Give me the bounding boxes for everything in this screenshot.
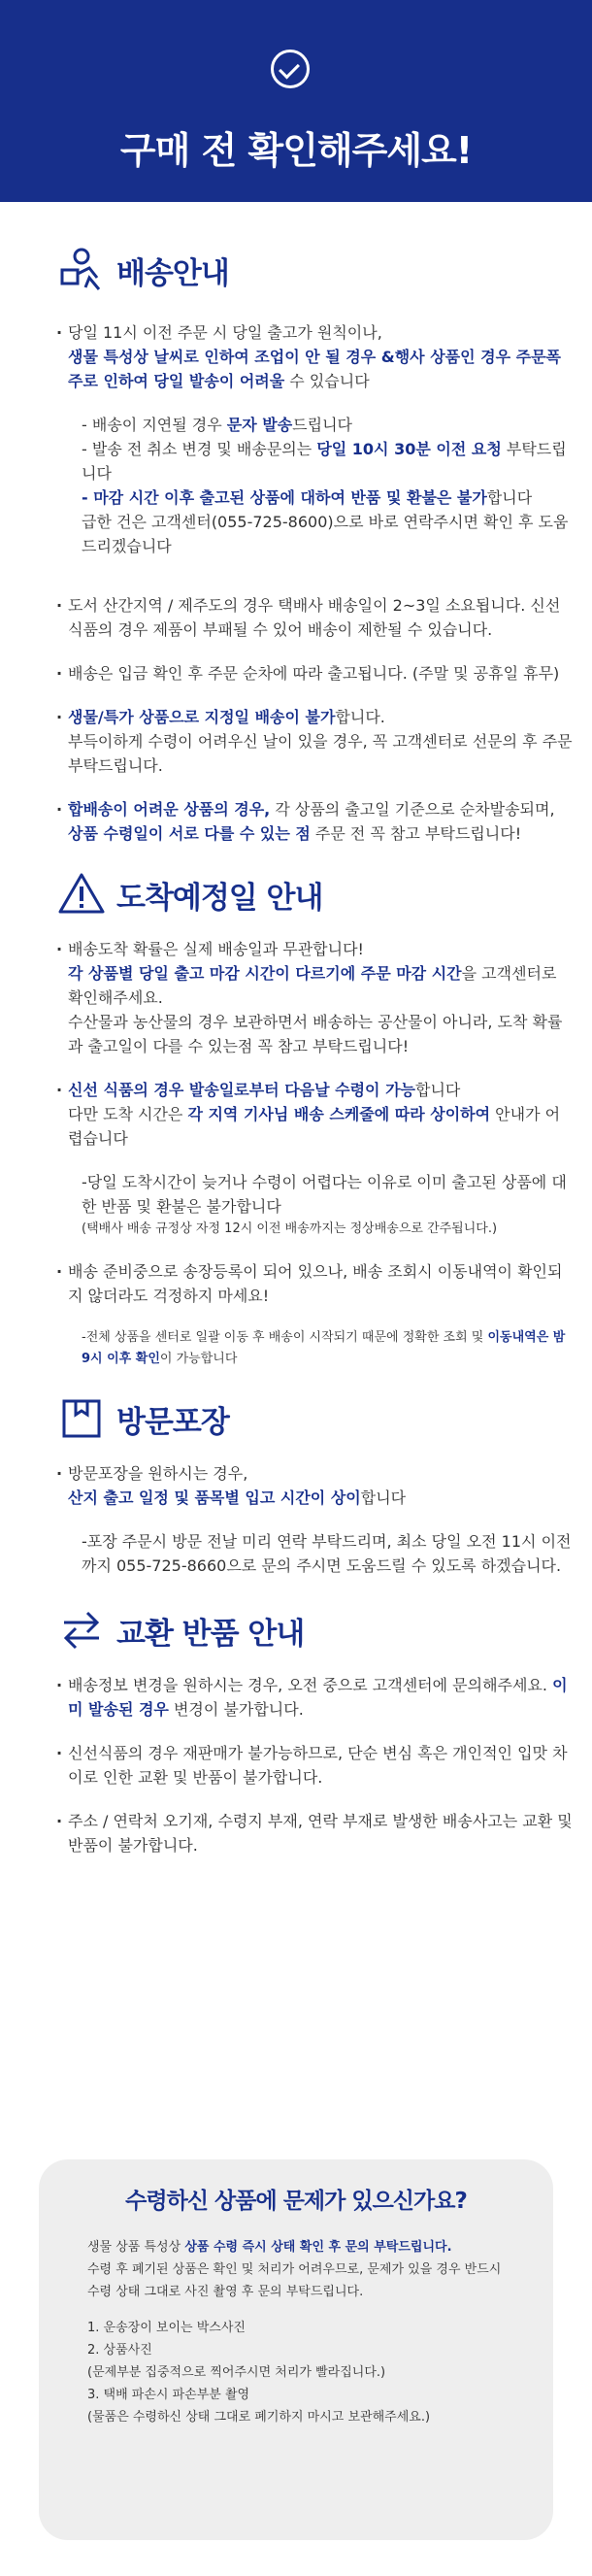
arrival-note-1-text: 배송도착 확률은 실제 배송일과 무관합니다! bbox=[68, 940, 364, 958]
problem-intro-text: 생물 상품 특성상 bbox=[87, 2240, 185, 2255]
visit-title: 방문포장 bbox=[116, 1404, 229, 1440]
exchange-note-3: · 주소 / 연락처 오기재, 수령지 부재, 연락 부재로 발생한 배송사고는 교환 및 반품이 불가합니다. bbox=[56, 1809, 573, 1857]
arrival-sub-1-note: (택배사 배송 규정상 자정 12시 이전 배송까지는 정상배송으로 간주됩니다.) bbox=[82, 1221, 498, 1236]
delivery-sub-2-text: - 발송 전 취소 변경 및 배송문의는 bbox=[82, 440, 317, 458]
delivery-note-1 bbox=[56, 320, 573, 393]
problem-intro bbox=[87, 2236, 516, 2303]
arrival-note-2-emphasis: 신선 식품의 경우 발송일로부터 다음날 수령이 가능 bbox=[68, 1081, 415, 1099]
delivery-note-4-text: 부득이하게 수령이 어려우신 날이 있을 경우, 꼭 고객센터로 선문의 후 주문 부탁드립니다. bbox=[68, 732, 573, 775]
arrival-note-2-emphasis-2: 각 지역 기사님 배송 스케줄에 따라 상이하여 bbox=[187, 1105, 491, 1123]
delivery-note-5-emphasis: 합배송이 어려운 상품의 경우, bbox=[68, 800, 271, 819]
check-circle-icon bbox=[271, 50, 310, 88]
delivery-person-icon bbox=[56, 245, 107, 295]
arrival-note-1 bbox=[56, 937, 573, 1058]
arrival-sub-2-tail: 이 가능합니다 bbox=[159, 1352, 238, 1366]
delivery-sub-2-emphasis: 당일 10시 30분 이전 요청 bbox=[316, 440, 502, 458]
problem-intro-emphasis: 상품 수령 즉시 상태 확인 후 문의 부탁드립니다. bbox=[184, 2240, 452, 2255]
arrival-note-2 bbox=[56, 1078, 573, 1151]
delivery-note-1-tail: 수 있습니다 bbox=[284, 372, 370, 390]
arrival-note-2-text: 다만 도착 시간은 bbox=[68, 1105, 188, 1123]
delivery-note-5 bbox=[56, 797, 573, 846]
arrival-sub-2-emphasis: 이동내역은 밤 9시 이후 확인 bbox=[82, 1330, 566, 1366]
delivery-note-2: · 도서 산간지역 / 제주도의 경우 택배사 배송일이 2~3일 소요됩니다. 신선식품의 경우 제품이 부패될 수 있어 배송이 제한될 수 있습니다. bbox=[56, 593, 573, 642]
box-icon bbox=[56, 1393, 107, 1444]
problem-body bbox=[87, 2236, 516, 2428]
delivery-sub-3-emphasis: - 마감 시간 이후 출고된 상품에 대하여 반품 및 환불은 불가 bbox=[82, 488, 487, 507]
problem-title: 수령하신 상품에 문제가 있으신가요? bbox=[125, 2189, 467, 2214]
delivery-note-4-tail: 합니다. bbox=[335, 708, 385, 726]
exchange-note-2: · 신선식품의 경우 재판매가 불가능하므로, 단순 변심 혹은 개인적인 입맛 차이로 인한 교환 및 반품이 불가합니다. bbox=[56, 1741, 573, 1790]
visit-note-1-emphasis: 산지 출고 일정 및 품목별 입고 시간이 상이 bbox=[68, 1489, 361, 1507]
delivery-note-4-emphasis: 생물/특가 상품으로 지정일 배송이 불가 bbox=[68, 708, 336, 726]
delivery-sub-1-text: - 배송이 지연될 경우 bbox=[82, 416, 227, 434]
delivery-note-5-emphasis-2: 상품 수령일이 서로 다를 수 있는 점 bbox=[68, 824, 311, 843]
delivery-header bbox=[56, 241, 592, 299]
delivery-sub-3 bbox=[64, 485, 573, 558]
warning-icon bbox=[56, 869, 107, 920]
delivery-note-5-tail: 주문 전 꼭 참고 부탁드립니다! bbox=[310, 824, 522, 843]
visit-header bbox=[56, 1389, 592, 1448]
arrival-note-1-detail: 수산물과 농산물의 경우 보관하면서 배송하는 공산물이 아니라, 도착 확률과 출고일이 다를 수 있는점 꼭 참고 부탁드립니다! bbox=[68, 1013, 563, 1055]
delivery-sub-1 bbox=[64, 413, 573, 437]
exchange-note-1-text: 배송정보 변경을 원하시는 경우, 오전 중으로 고객센터에 문의해주세요. bbox=[68, 1676, 553, 1694]
visit-section bbox=[0, 1389, 592, 1578]
arrival-note-2-tail: 합니다 bbox=[415, 1081, 461, 1099]
exchange-arrows-icon bbox=[56, 1605, 107, 1656]
arrival-note-3: · 배송 준비중으로 송장등록이 되어 있으나, 배송 조회시 이동내역이 확인되지 않더라도 걱정하지 마세요! bbox=[56, 1259, 573, 1308]
problem-item-2: 2. 상품사진 bbox=[87, 2343, 152, 2358]
delivery-sub-1-emphasis: 문자 발송 bbox=[226, 416, 293, 434]
delivery-sub-3-contact: 급한 건은 고객센터(055-725-8600)으로 바로 연락주시면 확인 후 도움드리겠습니다 bbox=[82, 513, 569, 555]
arrival-note-1-tail: 을 고객센터로 확인해주세요. bbox=[68, 964, 557, 1007]
arrival-sub-2-text: -전체 상품을 센터로 일괄 이동 후 배송이 시작되기 때문에 정확한 조회 및 bbox=[82, 1330, 488, 1345]
delivery-sub-1-tail: 드립니다 bbox=[292, 416, 352, 434]
arrival-title: 도착예정일 안내 bbox=[116, 880, 323, 916]
exchange-title: 교환 반품 안내 bbox=[116, 1616, 305, 1652]
problem-item-3-note: (물품은 수령하신 상태 그대로 폐기하지 마시고 보관해주세요.) bbox=[87, 2410, 431, 2425]
visit-note-1-text: 방문포장을 원하시는 경우, bbox=[68, 1464, 248, 1483]
header-banner bbox=[0, 0, 592, 202]
problem-item-1: 1. 운송장이 보이는 박스사진 bbox=[87, 2321, 246, 2335]
arrival-sub-2 bbox=[64, 1327, 573, 1370]
page-title: 구매 전 확인해주세요! bbox=[119, 129, 473, 172]
problem-item-3: 3. 택배 파손시 파손부분 촬영 bbox=[87, 2388, 250, 2402]
visit-note-1-tail: 합니다 bbox=[360, 1489, 407, 1507]
exchange-note-1 bbox=[56, 1673, 573, 1722]
delivery-note-1-text: 당일 11시 이전 주문 시 당일 출고가 원칙이나, bbox=[68, 323, 382, 342]
exchange-note-1-emphasis: 이미 발송된 경우 bbox=[68, 1676, 568, 1719]
exchange-section bbox=[0, 1601, 592, 1857]
delivery-sub-2-tail: 부탁드립니다 bbox=[82, 440, 567, 483]
visit-sub-1: -포장 주문시 방문 전날 미리 연락 부탁드리며, 최소 당일 오전 11시 이전까지 055-725-8660으로 문의 주시면 도움드릴 수 있도록 하겠습니다. bbox=[82, 1532, 572, 1575]
delivery-note-4 bbox=[56, 705, 573, 778]
exchange-note-1-tail: 변경이 불가합니다. bbox=[168, 1700, 304, 1719]
visit-note-1 bbox=[56, 1461, 573, 1510]
arrival-note-1-emphasis: 각 상품별 당일 출고 마감 시간이 다르기에 주문 마감 시간 bbox=[68, 964, 462, 983]
problem-item-2-note: (문제부분 집중적으로 찍어주시면 처리가 빨라집니다.) bbox=[87, 2365, 386, 2380]
delivery-sub-3-tail: 합니다 bbox=[486, 488, 533, 507]
delivery-note-3: · 배송은 입금 확인 후 주문 순차에 따라 출고됩니다. (주말 및 공휴일 휴무) bbox=[56, 661, 573, 686]
arrival-section bbox=[0, 865, 592, 1370]
delivery-sub-2 bbox=[64, 437, 573, 485]
arrival-note-2-tail-2: 안내가 어렵습니다 bbox=[68, 1105, 561, 1148]
problem-box bbox=[39, 2159, 553, 2540]
arrival-header bbox=[56, 865, 592, 923]
problem-intro-detail: 수령 후 폐기된 상품은 확인 및 처리가 어려우므로, 문제가 있을 경우 반드시 수령 상태 그대로 사진 촬영 후 문의 부탁드립니다. bbox=[87, 2262, 502, 2299]
delivery-title: 배송안내 bbox=[116, 255, 229, 291]
delivery-note-1-emphasis: 생물 특성상 날씨로 인하여 조업이 안 될 경우 &행사 상품인 경우 주문폭주로 인하여 당일 발송이 어려울 bbox=[68, 348, 561, 390]
arrival-sub-1: -당일 도착시간이 늦거나 수령이 어렵다는 이유로 이미 출고된 상품에 대한 반품 및 환불은 불가합니다 bbox=[82, 1173, 567, 1216]
delivery-note-5-text: 각 상품의 출고일 기준으로 순차발송되며, bbox=[270, 800, 555, 819]
exchange-header bbox=[56, 1601, 592, 1659]
delivery-section bbox=[0, 241, 592, 846]
